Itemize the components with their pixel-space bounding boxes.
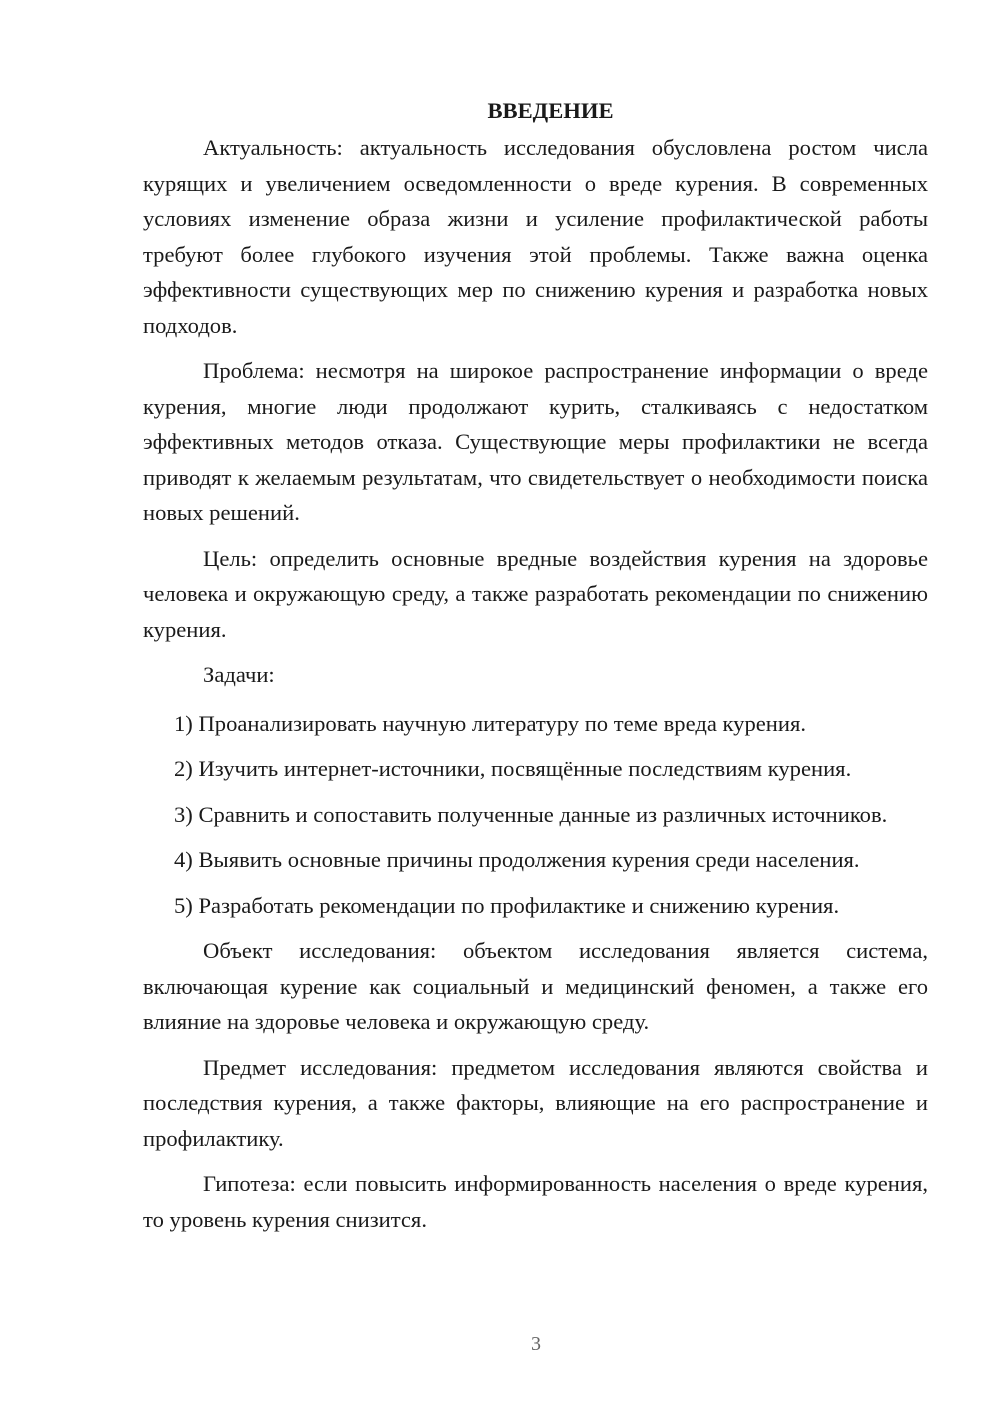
document-body xyxy=(143,96,928,1237)
goal-paragraph: Цель: определить основные вредные воздействия курения на здоровье человека и окружающую среду, а также разработать рекомендации по снижению курения. xyxy=(143,545,928,642)
section-heading: ВВЕДЕНИЕ xyxy=(487,98,614,123)
task-item-1: 1) Проанализировать научную литературу по теме вреда курения. xyxy=(174,710,806,736)
page-number: 3 xyxy=(531,1333,541,1355)
problem-paragraph: Проблема: несмотря на широкое распространение информации о вреде курения, многие люди продолжают курить, сталкиваясь с недостатком эффективных методов отказа. Существующие меры профилактики не всегда приводят к желаемым результатам, что свидетельствует о необходимости поиска новых решений. xyxy=(143,358,928,525)
tasks-label: Задачи: xyxy=(203,662,275,687)
relevance-paragraph: Актуальность: актуальность исследования обусловлена ростом числа курящих и увеличением осведомленности о вреде курения. В современных условиях изменение образа жизни и усиление профилактической работы требуют более глубокого изучения этой проблемы. Также важна оценка эффективности существующих мер по снижению курения и разработка новых подходов. xyxy=(143,135,928,338)
task-item-2: 2) Изучить интернет-источники, посвящённые последствиям курения. xyxy=(174,756,852,781)
object-paragraph: Объект исследования: объектом исследования является система, включающая курение как социальный и медицинский феномен, а также его влияние на здоровье человека и окружающую среду. xyxy=(143,938,928,1034)
subject-paragraph: Предмет исследования: предметом исследования являются свойства и последствия курения, а также факторы, влияющие на его распространение и профилактику. xyxy=(143,1054,928,1151)
task-item-3: 3) Сравнить и сопоставить полученные данные из различных источников. xyxy=(174,801,888,827)
hypothesis-paragraph: Гипотеза: если повысить информированность населения о вреде курения, то уровень курения снизится. xyxy=(143,1171,928,1232)
task-item-4: 4) Выявить основные причины продолжения курения среди населения. xyxy=(174,847,860,872)
task-item-5: 5) Разработать рекомендации по профилактике и снижению курения. xyxy=(174,892,840,918)
